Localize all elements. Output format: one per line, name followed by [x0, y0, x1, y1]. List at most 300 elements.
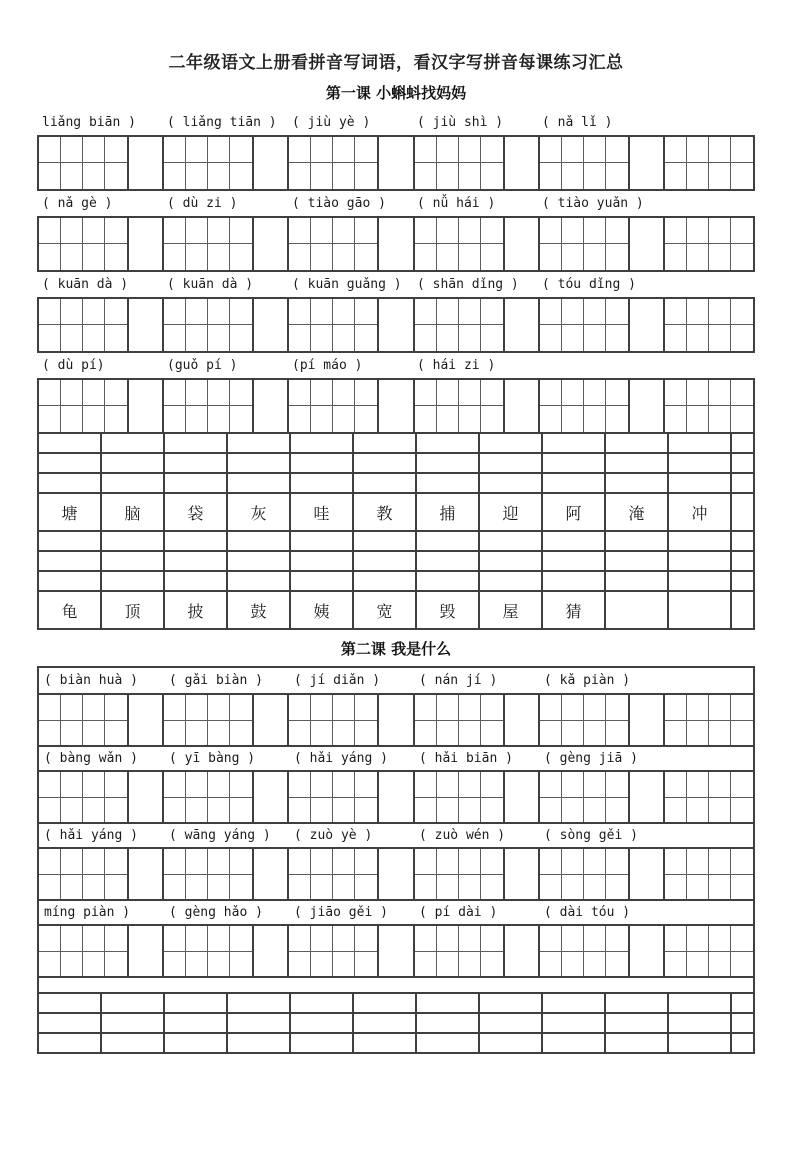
writing-box — [731, 299, 753, 325]
character-cell: 迎 — [480, 494, 543, 530]
writing-box — [355, 137, 377, 163]
grid-cell — [417, 552, 480, 570]
separator-cell — [630, 380, 663, 432]
writing-box — [665, 218, 687, 244]
empty-row — [39, 570, 753, 590]
writing-box — [731, 721, 753, 745]
writing-box — [459, 137, 481, 163]
separator-cell — [505, 299, 538, 351]
writing-box — [584, 772, 606, 798]
grid-cell — [291, 532, 354, 550]
writing-box — [311, 406, 333, 432]
character-cell: 捕 — [417, 494, 480, 530]
pinyin-word: ( hǎi biān ) — [419, 751, 513, 766]
writing-squares-group — [663, 218, 753, 270]
pinyin-word: (guǒ pí ) — [167, 358, 238, 373]
grid-cell — [102, 434, 165, 452]
writing-box — [186, 695, 208, 721]
writing-box — [311, 299, 333, 325]
writing-box — [584, 380, 606, 406]
writing-box — [709, 380, 731, 406]
writing-box — [665, 244, 687, 270]
writing-box — [208, 849, 230, 875]
writing-box — [540, 695, 562, 721]
writing-box — [437, 380, 459, 406]
grid-cell — [39, 1014, 102, 1032]
writing-box — [687, 163, 709, 189]
grid-cell — [669, 434, 732, 452]
writing-box — [39, 137, 61, 163]
writing-box — [459, 406, 481, 432]
writing-box — [105, 926, 127, 952]
separator-cell — [254, 849, 287, 899]
writing-box — [665, 695, 687, 721]
grid-cell — [480, 1034, 543, 1052]
separator-cell — [254, 695, 287, 745]
writing-box — [562, 875, 584, 899]
writing-box — [39, 849, 61, 875]
grid-cell — [417, 434, 480, 452]
grid-cell — [291, 474, 354, 492]
writing-box — [584, 163, 606, 189]
pinyin-row — [39, 822, 753, 847]
writing-box — [39, 380, 61, 406]
writing-box — [230, 137, 252, 163]
pinyin-word: ( jiù shì ) — [417, 115, 504, 130]
grid-cell — [102, 454, 165, 472]
empty-row — [39, 992, 753, 1012]
writing-box — [105, 406, 127, 432]
grid-cell — [102, 1014, 165, 1032]
pinyin-word: ( biàn huà ) — [44, 673, 138, 688]
separator-cell — [505, 137, 538, 189]
grid-cell — [354, 572, 417, 590]
writing-squares-group — [413, 926, 505, 976]
writing-box — [164, 875, 186, 899]
writing-box — [437, 406, 459, 432]
grid-cell — [732, 572, 753, 590]
writing-box — [61, 926, 83, 952]
writing-box — [606, 163, 628, 189]
writing-box — [355, 406, 377, 432]
writing-squares-group — [538, 137, 630, 189]
writing-box — [481, 926, 503, 952]
writing-box — [562, 244, 584, 270]
writing-box — [186, 952, 208, 976]
writing-box — [311, 325, 333, 351]
grid-cell — [165, 552, 228, 570]
grid-cell — [606, 532, 669, 550]
writing-box — [39, 772, 61, 798]
writing-box — [540, 798, 562, 822]
writing-box — [540, 380, 562, 406]
writing-box — [355, 952, 377, 976]
writing-box — [355, 325, 377, 351]
writing-box — [687, 380, 709, 406]
grid-cell — [165, 572, 228, 590]
empty-row — [39, 550, 753, 570]
writing-box — [481, 299, 503, 325]
writing-box — [311, 380, 333, 406]
writing-squares-band — [39, 299, 753, 351]
pinyin-word: ( shān dǐng ) — [417, 277, 519, 292]
grid-cell — [543, 994, 606, 1012]
writing-box — [709, 952, 731, 976]
grid-cell — [39, 994, 102, 1012]
writing-box — [481, 406, 503, 432]
writing-box — [311, 798, 333, 822]
writing-box — [333, 325, 355, 351]
writing-box — [208, 772, 230, 798]
writing-squares-group — [663, 772, 753, 822]
separator-cell — [254, 299, 287, 351]
pinyin-word: (pí máo ) — [292, 358, 363, 373]
grid-cell — [732, 1034, 753, 1052]
practice-table — [37, 378, 755, 630]
writing-box — [540, 926, 562, 952]
grid-cell — [102, 572, 165, 590]
writing-squares-band — [39, 847, 753, 899]
writing-box — [584, 299, 606, 325]
writing-box — [105, 325, 127, 351]
writing-box — [83, 798, 105, 822]
writing-box — [208, 926, 230, 952]
separator-cell — [379, 695, 412, 745]
writing-box — [333, 849, 355, 875]
writing-box — [83, 875, 105, 899]
separator-cell — [630, 299, 663, 351]
writing-box — [562, 721, 584, 745]
pinyin-word: ( hǎi yáng ) — [294, 751, 388, 766]
grid-cell — [543, 474, 606, 492]
pinyin-row — [37, 110, 755, 135]
grid-cell — [291, 434, 354, 452]
writing-squares-group — [538, 380, 630, 432]
pinyin-word: ( nǎ lǐ ) — [542, 115, 613, 130]
writing-box — [355, 380, 377, 406]
writing-squares-group — [538, 849, 630, 899]
writing-box — [481, 380, 503, 406]
grid-cell — [228, 994, 291, 1012]
writing-box — [311, 875, 333, 899]
practice-table — [37, 666, 755, 1054]
grid-cell — [165, 434, 228, 452]
grid-cell — [669, 1014, 732, 1032]
grid-cell — [39, 454, 102, 472]
writing-squares-group — [162, 380, 254, 432]
writing-box — [289, 695, 311, 721]
writing-box — [61, 772, 83, 798]
writing-box — [415, 849, 437, 875]
writing-squares-group — [162, 695, 254, 745]
writing-box — [208, 380, 230, 406]
writing-box — [105, 244, 127, 270]
writing-squares-group — [538, 299, 630, 351]
page-title: 二年级语文上册看拼音写词语，看汉字写拼音每课练习汇总 — [168, 53, 624, 73]
writing-box — [687, 299, 709, 325]
writing-box — [355, 721, 377, 745]
writing-box — [289, 163, 311, 189]
writing-box — [39, 695, 61, 721]
writing-box — [105, 849, 127, 875]
writing-box — [459, 952, 481, 976]
writing-box — [61, 325, 83, 351]
grid-cell — [354, 1014, 417, 1032]
writing-squares-group — [413, 137, 505, 189]
grid-cell — [354, 552, 417, 570]
grid-cell — [417, 1034, 480, 1052]
writing-box — [208, 798, 230, 822]
grid-cell — [606, 994, 669, 1012]
pinyin-word: ( jí diǎn ) — [294, 673, 381, 688]
pinyin-word: ( kuān guǎng ) — [292, 277, 402, 292]
writing-box — [687, 952, 709, 976]
writing-grid — [37, 216, 755, 272]
grid-cell — [732, 592, 753, 628]
grid-cell — [543, 532, 606, 550]
writing-box — [311, 163, 333, 189]
writing-box — [164, 798, 186, 822]
writing-squares-band — [39, 770, 753, 822]
writing-box — [39, 875, 61, 899]
grid-cell — [354, 474, 417, 492]
writing-box — [333, 137, 355, 163]
writing-box — [61, 849, 83, 875]
pinyin-word: ( dù pí) — [42, 358, 105, 373]
writing-box — [230, 299, 252, 325]
writing-grid — [37, 135, 755, 191]
writing-squares-group — [287, 772, 379, 822]
pinyin-word: ( dù zi ) — [167, 196, 238, 211]
writing-box — [83, 406, 105, 432]
writing-box — [333, 926, 355, 952]
writing-box — [105, 137, 127, 163]
writing-box — [540, 952, 562, 976]
grid-cell — [480, 532, 543, 550]
writing-box — [208, 952, 230, 976]
writing-box — [731, 875, 753, 899]
writing-box — [731, 325, 753, 351]
writing-box — [731, 137, 753, 163]
grid-cell — [102, 532, 165, 550]
empty-row — [39, 472, 753, 492]
writing-box — [606, 772, 628, 798]
writing-box — [437, 218, 459, 244]
writing-box — [562, 163, 584, 189]
writing-box — [355, 218, 377, 244]
writing-box — [208, 244, 230, 270]
writing-box — [289, 299, 311, 325]
pinyin-word: ( dài tóu ) — [544, 905, 631, 920]
character-row — [39, 492, 753, 530]
pinyin-word: ( gǎi biàn ) — [169, 673, 263, 688]
writing-box — [230, 380, 252, 406]
grid-cell — [732, 494, 753, 530]
separator-cell — [129, 299, 162, 351]
separator-cell — [379, 849, 412, 899]
grid-cell — [669, 474, 732, 492]
grid-cell — [606, 552, 669, 570]
writing-box — [39, 798, 61, 822]
writing-box — [311, 137, 333, 163]
writing-squares-group — [538, 926, 630, 976]
grid-cell — [354, 994, 417, 1012]
grid-cell — [39, 532, 102, 550]
writing-squares-group — [39, 695, 129, 745]
separator-cell — [630, 218, 663, 270]
writing-box — [540, 137, 562, 163]
character-cell: 毁 — [417, 592, 480, 628]
writing-box — [459, 244, 481, 270]
separator-cell — [505, 218, 538, 270]
section-1-header: 第一课 小蝌蚪找妈妈 — [325, 84, 467, 102]
writing-box — [540, 721, 562, 745]
writing-squares-group — [287, 849, 379, 899]
pinyin-row — [37, 191, 755, 216]
writing-box — [584, 325, 606, 351]
writing-box — [333, 406, 355, 432]
writing-box — [665, 926, 687, 952]
writing-squares-band — [39, 137, 753, 189]
writing-box — [709, 875, 731, 899]
writing-box — [481, 798, 503, 822]
character-cell: 顶 — [102, 592, 165, 628]
character-cell: 阿 — [543, 494, 606, 530]
writing-box — [164, 406, 186, 432]
grid-cell — [732, 532, 753, 550]
section-2-header: 第二课 我是什么 — [340, 640, 452, 658]
writing-box — [687, 244, 709, 270]
character-cell: 淹 — [606, 494, 669, 530]
grid-cell — [669, 552, 732, 570]
grid-cell — [480, 434, 543, 452]
writing-squares-group — [413, 218, 505, 270]
grid-cell — [354, 454, 417, 472]
empty-row — [39, 1012, 753, 1032]
separator-cell — [254, 772, 287, 822]
writing-box — [289, 952, 311, 976]
empty-row — [39, 530, 753, 550]
writing-box — [731, 798, 753, 822]
separator-cell — [129, 772, 162, 822]
writing-box — [606, 721, 628, 745]
grid-cell — [606, 592, 669, 628]
separator-cell — [630, 137, 663, 189]
blank-row — [39, 976, 753, 992]
writing-box — [208, 137, 230, 163]
writing-squares-group — [287, 137, 379, 189]
writing-box — [709, 163, 731, 189]
writing-box — [230, 798, 252, 822]
grid-cell — [228, 572, 291, 590]
writing-box — [481, 849, 503, 875]
writing-box — [333, 875, 355, 899]
writing-box — [606, 849, 628, 875]
character-cell: 灰 — [228, 494, 291, 530]
writing-box — [606, 325, 628, 351]
writing-box — [562, 952, 584, 976]
writing-box — [584, 137, 606, 163]
writing-box — [665, 380, 687, 406]
pinyin-word: ( wāng yáng ) — [169, 828, 271, 843]
grid-cell — [417, 1014, 480, 1032]
writing-box — [437, 299, 459, 325]
writing-box — [606, 798, 628, 822]
writing-box — [230, 695, 252, 721]
separator-cell — [254, 218, 287, 270]
pinyin-word: ( pí dài ) — [419, 905, 498, 920]
writing-box — [415, 875, 437, 899]
writing-box — [311, 952, 333, 976]
grid-cell — [291, 994, 354, 1012]
writing-box — [333, 798, 355, 822]
writing-box — [481, 218, 503, 244]
writing-squares-group — [287, 380, 379, 432]
writing-box — [83, 772, 105, 798]
grid-cell — [417, 532, 480, 550]
grid-cell — [39, 1034, 102, 1052]
writing-box — [481, 952, 503, 976]
writing-box — [289, 926, 311, 952]
writing-box — [709, 325, 731, 351]
writing-box — [415, 325, 437, 351]
writing-squares-group — [162, 926, 254, 976]
writing-box — [665, 798, 687, 822]
writing-box — [562, 926, 584, 952]
writing-box — [105, 218, 127, 244]
writing-box — [731, 772, 753, 798]
writing-box — [584, 695, 606, 721]
writing-box — [289, 772, 311, 798]
writing-box — [731, 849, 753, 875]
writing-box — [208, 875, 230, 899]
writing-box — [709, 926, 731, 952]
writing-box — [39, 952, 61, 976]
character-cell: 猜 — [543, 592, 606, 628]
grid-cell — [669, 572, 732, 590]
writing-box — [83, 952, 105, 976]
writing-squares-group — [287, 218, 379, 270]
writing-box — [61, 163, 83, 189]
writing-box — [333, 244, 355, 270]
writing-box — [355, 299, 377, 325]
pinyin-word: ( zuò wén ) — [419, 828, 506, 843]
writing-box — [83, 163, 105, 189]
writing-box — [731, 244, 753, 270]
pinyin-word: ( nǎ gè ) — [42, 196, 113, 211]
writing-box — [540, 218, 562, 244]
writing-box — [459, 695, 481, 721]
pinyin-word: liǎng biān ) — [42, 115, 136, 130]
writing-box — [562, 325, 584, 351]
writing-squares-group — [287, 926, 379, 976]
grid-cell — [606, 1034, 669, 1052]
writing-squares-group — [538, 695, 630, 745]
writing-box — [39, 325, 61, 351]
writing-box — [540, 772, 562, 798]
grid-cell — [606, 572, 669, 590]
writing-box — [186, 798, 208, 822]
writing-box — [459, 299, 481, 325]
character-cell: 塘 — [39, 494, 102, 530]
writing-box — [437, 721, 459, 745]
writing-box — [584, 875, 606, 899]
writing-box — [105, 772, 127, 798]
writing-squares-band — [39, 380, 753, 432]
writing-box — [208, 163, 230, 189]
writing-box — [665, 952, 687, 976]
pinyin-word: ( kuān dà ) — [167, 277, 254, 292]
